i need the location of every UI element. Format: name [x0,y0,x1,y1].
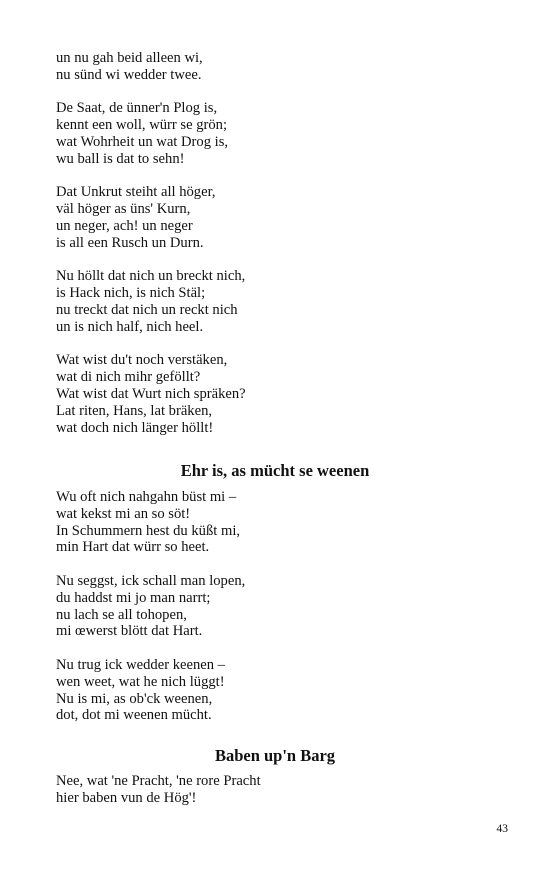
verse-line: un neger, ach! un neger [56,217,193,234]
stanza [56,773,506,807]
verse-line: min Hart dat würr so heet. [56,539,210,556]
stanza [56,657,506,724]
verse-line: dot, dot mi weenen mücht. [56,707,212,724]
poem-body [56,773,506,807]
verse-line: Wat wist dat Wurt nich spräken? [56,385,246,402]
verse-line: is Hack nich, is nich Stäl; [56,285,206,302]
verse-line: Nu höllt dat nich un breckt nich, [56,268,246,285]
verse-line: Wat wist du't noch verstäken, [56,352,228,369]
verse-line: nu treckt dat nich un reckt nich [56,301,238,318]
stanza [56,100,506,167]
verse-line: kennt een woll, würr se grön; [56,117,228,134]
verse-line: Wu oft nich nahgahn büst mi – [56,489,237,505]
verse-line: wat doch nich länger höllt! [56,419,214,436]
verse-line: is all een Rusch un Durn. [56,234,204,251]
stanza [56,489,506,556]
verse-line: hier baben vun de Hög'! [56,789,197,806]
verse-line: De Saat, de ünner'n Plog is, [56,100,218,117]
verse-line: du haddst mi jo man narrt; [56,589,211,606]
verse-line: wen weet, wat he nich lüggt! [56,673,225,690]
verse-line: wat Wohrheit un wat Drog is, [56,133,229,150]
stanza [56,573,506,640]
verse-line: nu sünd wi wedder twee. [56,66,202,83]
verse-line: Dat Unkrut steiht all höger, [56,184,216,201]
stanza [56,184,506,251]
verse-line: mi œwerst blött dat Hart. [56,623,203,640]
stanza [56,352,506,436]
stanza [56,268,506,335]
verse-line: wat di nich mihr geföllt? [56,369,201,386]
verse-line: Nee, wat 'ne Pracht, 'ne rore Pracht [56,773,261,789]
verse-line: Nu is mi, as ob'ck weenen, [56,690,213,707]
verse-line: wat kekst mi an so söt! [56,505,191,522]
stanza [56,50,506,84]
verse-line: un is nich half, nich heel. [56,318,204,335]
poem-continued [56,50,506,436]
verse-line: In Schummern hest du küßt mi, [56,522,241,539]
poem-body [56,489,506,724]
poem-title: Baben up'n Barg [214,746,336,765]
verse-line: nu lach se all tohopen, [56,606,187,623]
verse-line: Nu trug ick wedder keenen – [56,656,225,673]
verse-line: wu ball is dat to sehn! [56,150,185,167]
verse-line: Lat riten, Hans, lat bräken, [56,402,213,419]
verse-line: Nu seggst, ick schall man lopen, [56,572,246,589]
page-number: 43 [496,823,508,835]
verse-line: väl höger as üns' Kurn, [56,201,191,218]
poem-title: Ehr is, as mücht se weenen [180,461,370,480]
verse-line: un nu gah beid alleen wi, [56,50,203,66]
